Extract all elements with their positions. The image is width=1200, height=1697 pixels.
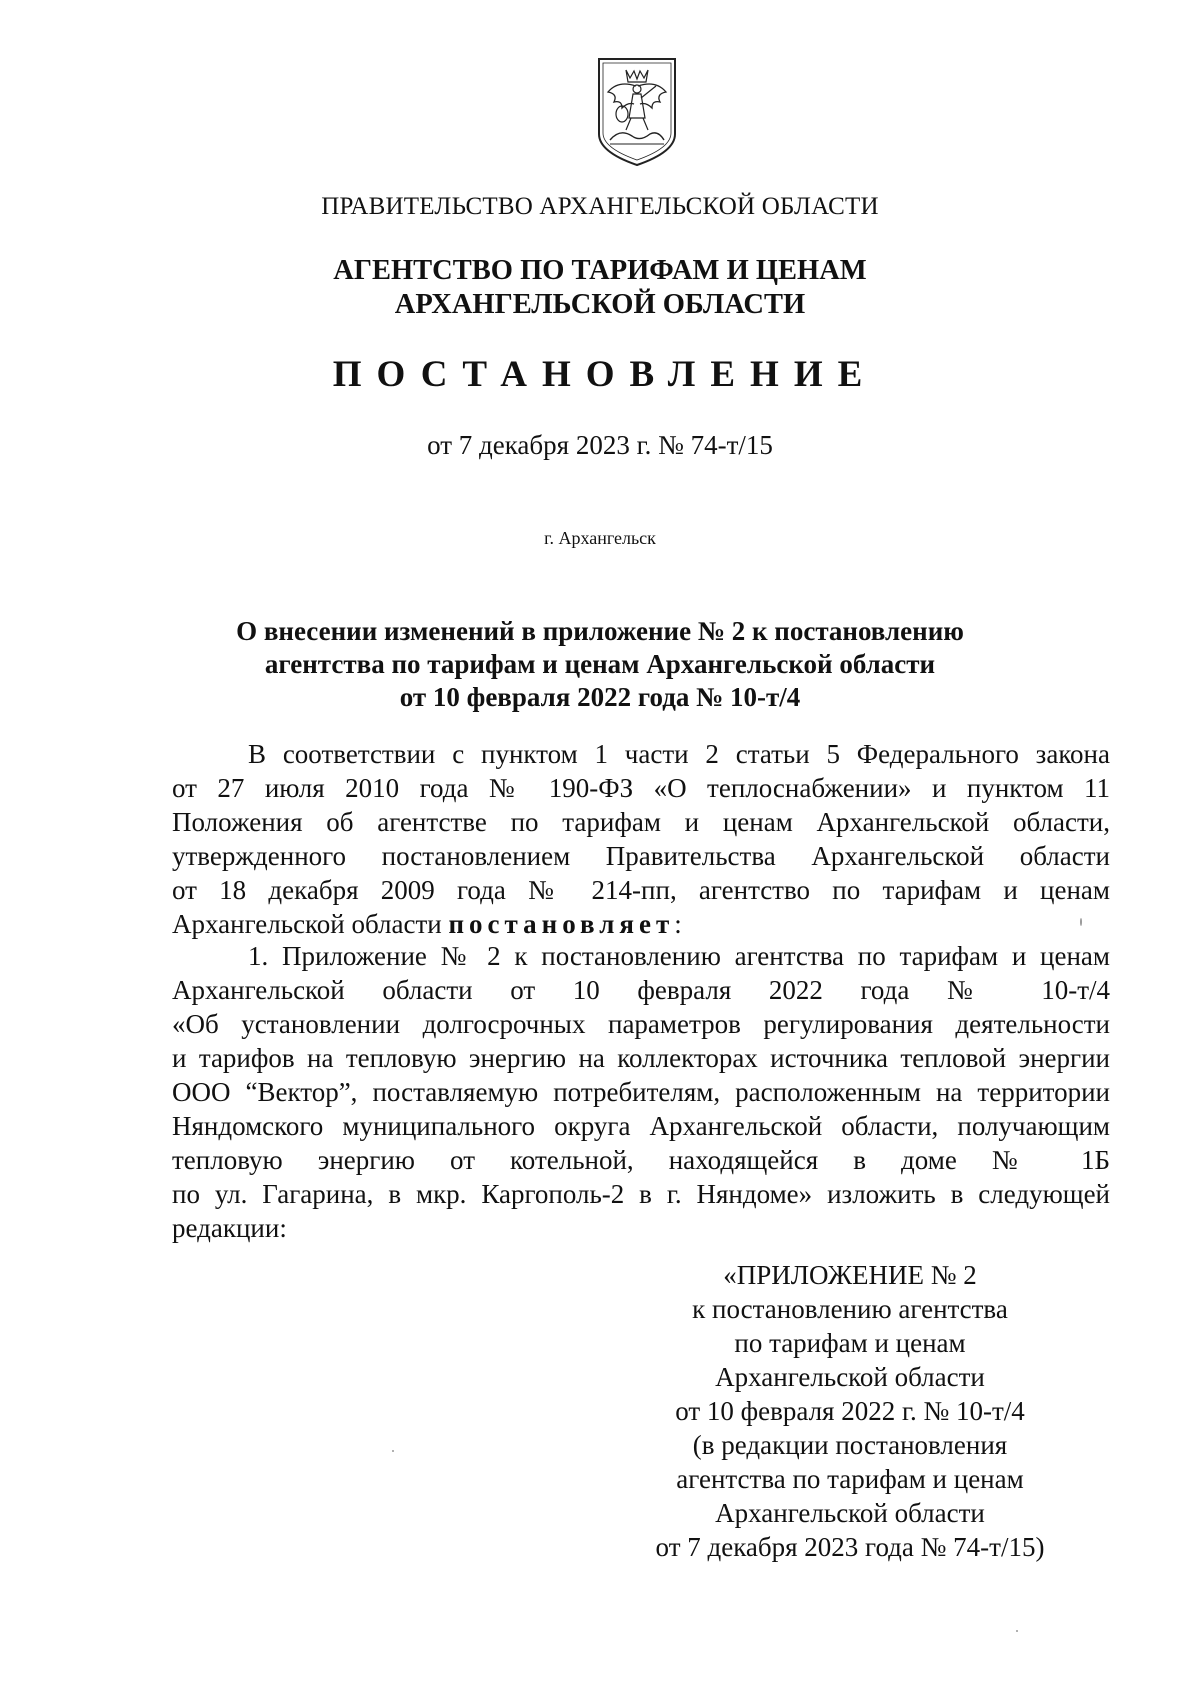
- document-date-number: от 7 декабря 2023 г. № 74-т/15: [427, 430, 773, 460]
- decree-suffix: :: [674, 909, 682, 939]
- paragraph-line-decree: [172, 907, 1110, 941]
- decree-prefix: Архангельской области: [172, 909, 449, 939]
- document-type: ПОСТАНОВЛЕНИЕ: [332, 354, 878, 395]
- paragraph-line: утвержденного постановлением Правительства Архангельской области: [172, 841, 1110, 871]
- paragraph-line: от 27 июля 2010 года № 190-ФЗ «О теплоснабжении» и пунктом 11: [172, 773, 1110, 803]
- paragraph-line: ООО “Вектор”, поставляемую потребителям, расположенным на территории: [172, 1077, 1110, 1107]
- government-name: ПРАВИТЕЛЬСТВО АРХАНГЕЛЬСКОЙ ОБЛАСТИ: [321, 193, 879, 220]
- appendix-header: [620, 1258, 1080, 1564]
- subject-line-1: О внесении изменений в приложение № 2 к постановлению: [236, 616, 964, 646]
- appendix-line: от 10 февраля 2022 г. № 10-т/4: [675, 1396, 1025, 1426]
- paragraph-line: и тарифов на тепловую энергию на коллекторах источника тепловой энергии: [172, 1043, 1110, 1073]
- document-subject: [0, 615, 1200, 714]
- appendix-line: Архангельской области: [715, 1498, 985, 1528]
- appendix-line: (в редакции постановления: [692, 1430, 1008, 1460]
- scan-speck: [1080, 918, 1082, 926]
- appendix-line: Архангельской области: [715, 1362, 985, 1392]
- paragraph-line: Положения об агентстве по тарифам и ценам Архангельской области,: [172, 807, 1110, 837]
- appendix-line: к постановлению агентства: [692, 1294, 1008, 1324]
- paragraph-line: 1. Приложение № 2 к постановлению агентства по тарифам и ценам: [248, 941, 1110, 971]
- appendix-line: агентства по тарифам и ценам: [676, 1464, 1024, 1494]
- paragraph-line: Няндомского муниципального округа Архангельской области, получающим: [172, 1111, 1110, 1141]
- scan-speck: [392, 1450, 394, 1452]
- paragraph-line: «Об установлении долгосрочных параметров регулирования деятельности: [172, 1009, 1110, 1039]
- paragraph-line: редакции:: [172, 1213, 287, 1243]
- agency-name-line-2: АРХАНГЕЛЬСКОЙ ОБЛАСТИ: [394, 289, 806, 320]
- paragraph-line: тепловую энергию от котельной, находящейся в доме № 1Б: [172, 1145, 1110, 1175]
- paragraph-line: от 18 декабря 2009 года № 214-пп, агентство по тарифам и ценам: [172, 875, 1110, 905]
- paragraph-line: по ул. Гагарина, в мкр. Каргополь-2 в г. Няндоме» изложить в следующей: [172, 1179, 1110, 1209]
- subject-line-2: агентства по тарифам и ценам Архангельской области: [264, 649, 936, 679]
- paragraph-line: Архангельской области от 10 февраля 2022 года № 10-т/4: [172, 975, 1110, 1005]
- paragraph-line: В соответствии с пунктом 1 части 2 статьи 5 Федерального закона: [248, 739, 1110, 769]
- paragraph-item-1: [172, 939, 1110, 1245]
- agency-name: [0, 254, 1200, 322]
- scan-speck: [1016, 1630, 1018, 1632]
- document-city: г. Архангельск: [544, 528, 656, 548]
- appendix-line: от 7 декабря 2023 года № 74-т/15): [655, 1532, 1045, 1562]
- appendix-line: «ПРИЛОЖЕНИЕ № 2: [723, 1260, 977, 1290]
- coat-of-arms-icon: [596, 56, 678, 168]
- appendix-line: по тарифам и ценам: [734, 1328, 966, 1358]
- subject-line-3: от 10 февраля 2022 года № 10-т/4: [399, 682, 801, 712]
- decree-word: постановляет: [448, 909, 675, 939]
- agency-name-line-1: АГЕНТСТВО ПО ТАРИФАМ И ЦЕНАМ: [333, 255, 867, 286]
- paragraph-preamble: [172, 737, 1110, 941]
